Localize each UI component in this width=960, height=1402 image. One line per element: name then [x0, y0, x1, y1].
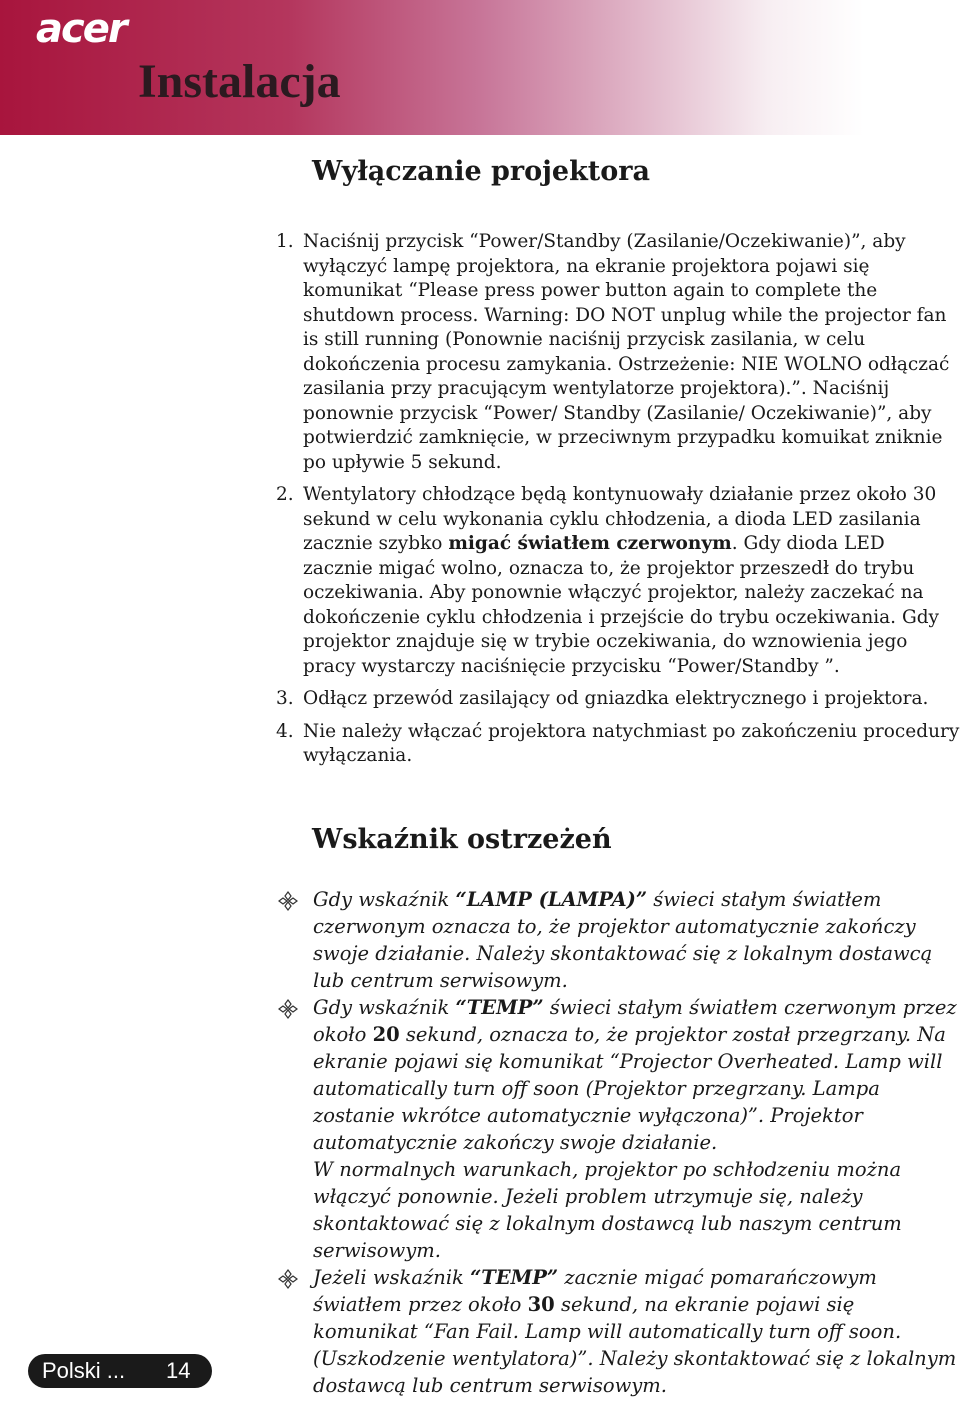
- four-diamond-bullet-icon: [278, 999, 298, 1019]
- warning-text: Gdy wskaźnik: [313, 996, 456, 1019]
- list-item-text: Wentylatory chłodzące będą kontynuowały działanie przez około 30 sekund w celu wykonania cyklu chłodzenia, a dioda LED zasilania zacznie szybko: [303, 484, 937, 554]
- warning-text: świeci stałym światłem czerwonym oznacza to, że projektor automatycznie zakończy swoje działanie. Należy skontaktować się z lokalnym dostawcą lub centrum serwisowym.: [313, 888, 933, 992]
- shutdown-steps-list: [276, 230, 960, 777]
- four-diamond-bullet-icon: [278, 891, 298, 911]
- list-item-number: 2.: [276, 484, 294, 505]
- warning-text: Jeżeli wskaźnik: [313, 1266, 471, 1289]
- footer-language: Polski ...: [42, 1358, 126, 1383]
- list-item-number: 4.: [276, 720, 294, 742]
- list-item-number: 1.: [276, 231, 294, 252]
- list-item: [278, 886, 960, 994]
- duration-value: 20: [372, 1023, 400, 1046]
- warning-text: Gdy wskaźnik: [313, 888, 456, 911]
- section-title-shutdown: Wyłączanie projektora: [312, 156, 651, 187]
- list-item: [276, 687, 960, 712]
- page-footer: [28, 1354, 212, 1388]
- page-number: 14: [166, 1358, 191, 1383]
- list-item-emphasis: migać światłem czerwonym: [448, 533, 732, 554]
- list-item: [276, 483, 960, 679]
- list-item-number: 3.: [276, 688, 294, 709]
- list-item: [276, 230, 960, 475]
- warning-text: świeci stałym światłem czerwonym przez około: [313, 996, 957, 1046]
- duration-value: 30: [527, 1293, 555, 1316]
- acer-logo: acer: [36, 6, 126, 52]
- list-item: [278, 994, 960, 1264]
- warning-text: sekund, na ekranie pojawi się komunikat “Fan Fail. Lamp will automatically turn off soon.(Uszkodzenie wentylatora)”. Należy skontaktować się z lokalnym dostawcą lub centrum serwisowym.: [313, 1293, 957, 1397]
- list-item-text: Nie należy włączać projektora natychmiast po zakończeniu procedury wyłączania.: [303, 720, 960, 766]
- four-diamond-bullet-icon: [278, 1269, 298, 1289]
- indicator-name: “LAMP (LAMPA)”: [455, 888, 648, 911]
- warning-text: zacznie migać pomarańczowym światłem przez około: [313, 1266, 877, 1316]
- list-item: [276, 720, 960, 769]
- warning-text: W normalnych warunkach, projektor po schłodzeniu można włączyć ponownie. Jeżeli problem utrzymuje się, należy skontaktować się z lokalnym dostawcą lub naszym centrum serwisowym.: [313, 1158, 902, 1262]
- list-item-text: Odłącz przewód zasilający od gniazdka elektrycznego i projektora.: [303, 688, 929, 709]
- indicator-name: “TEMP”: [470, 1266, 559, 1289]
- warning-text: sekund, oznacza to, że projektor został przegrzany. Na ekranie pojawi się komunikat “Projector Overheated. Lamp will automatically turn off soon (Projektor przegrzany. Lampa zostanie wkrótce automatycznie wyłączona)”. Projektor automatycznie zakończy swoje działanie.: [313, 1023, 946, 1154]
- warnings-list: [278, 886, 960, 1399]
- indicator-name: “TEMP”: [455, 996, 544, 1019]
- list-item-text: . Gdy dioda LED zacznie migać wolno, oznacza to, że projektor przeszedł do trybu oczekiwania. Aby ponownie włączyć projektor, należy zaczekać na dokończenie cyklu chłodzenia i przejście do trybu oczekiwania. Gdy projektor znajduje się w trybie oczekiwania, do wznowienia jego pracy wystarczy naciśnięcie przycisku “Power/Standby ”.: [303, 533, 940, 677]
- header-banner: [0, 0, 960, 135]
- page-title: Instalacja: [138, 55, 341, 108]
- section-title-warnings: Wskaźnik ostrzeżeń: [312, 824, 612, 855]
- list-item: [278, 1264, 960, 1399]
- list-item-text: Naciśnij przycisk “Power/Standby (Zasilanie/Oczekiwanie)”, aby wyłączyć lampę projektora, na ekranie projektora pojawi się komunikat “Please press power button again to complete the shutdown process. Warning: DO NOT unplug while the projector fan is still running (Ponownie naciśnij przycisk zasilania, w celu dokończenia procesu zamykania. Ostrzeżenie: NIE WOLNO odłączać zasilania przy pracującym wentylatorze projektora).”. Naciśnij ponownie przycisk “Power/ Standby (Zasilanie/ Oczekiwanie)”, aby potwierdzić zamknięcie, w przeciwnym przypadku komuikat zniknie po upływie 5 sekund.: [303, 231, 950, 473]
